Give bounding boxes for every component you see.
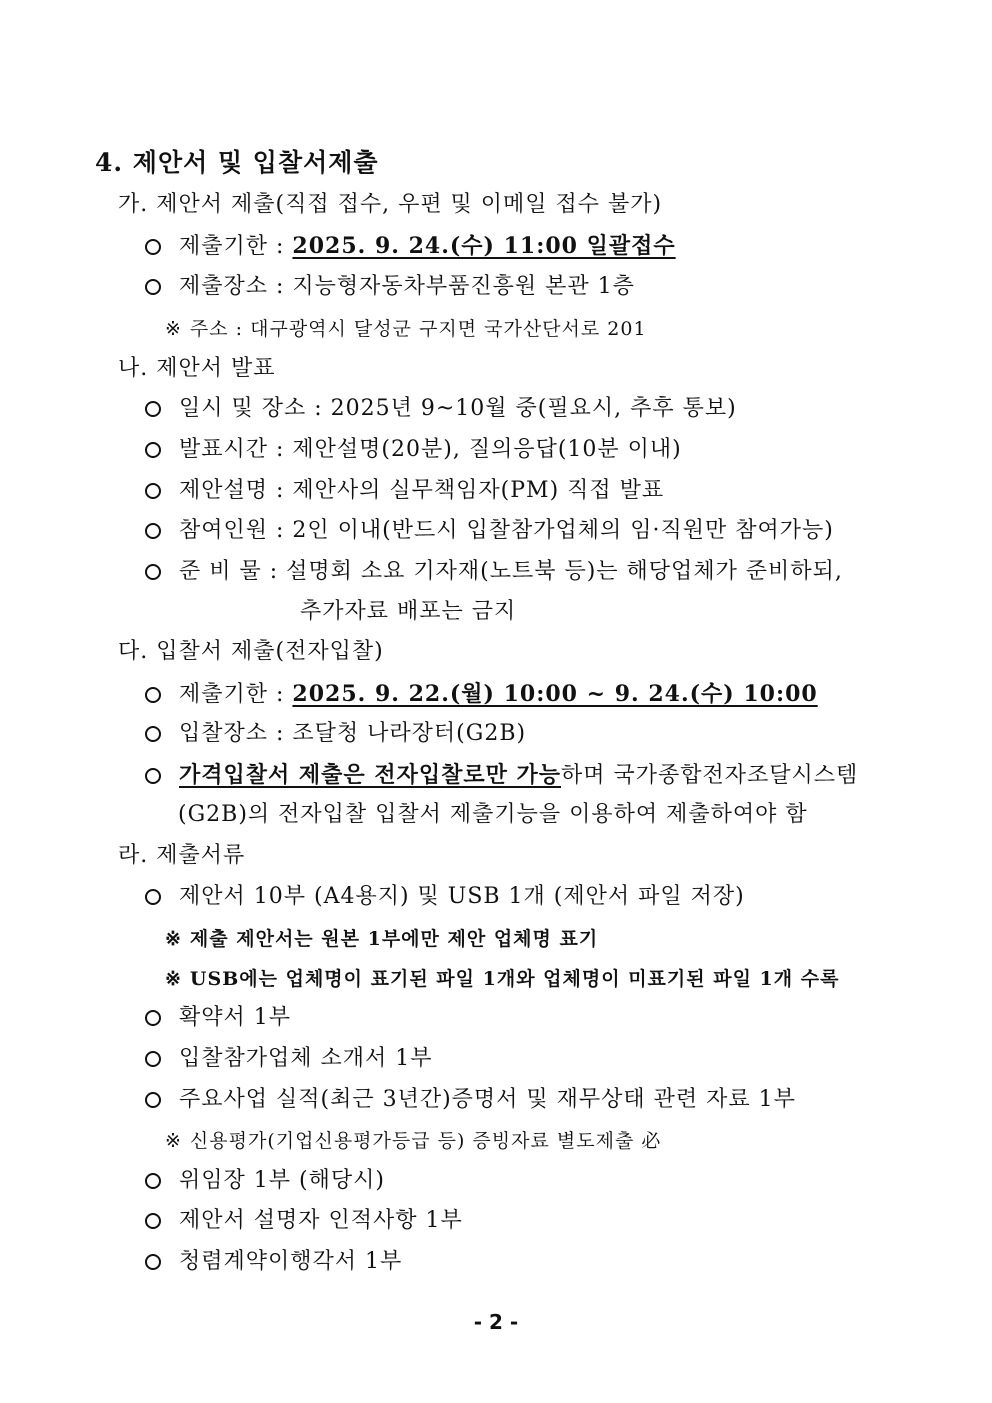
list-item: 제안서 설명자 인적사항 1부 bbox=[145, 1206, 463, 1236]
list-item: 제출기한 : 2025. 9. 22.(월) 10:00 ~ 9. 24.(수) 10:00 bbox=[145, 679, 818, 710]
note-item: ※ 주소 : 대구광역시 달성군 구지면 국가산단서로 201 bbox=[165, 318, 647, 340]
list-item: 청렴계약이행각서 1부 bbox=[145, 1247, 402, 1277]
subsection-heading-c: 다. 입찰서 제출(전자입찰) bbox=[118, 639, 384, 664]
emphasis-text: 가격입찰서 제출은 전자입찰로만 가능 bbox=[179, 762, 562, 788]
reference-mark-icon: ※ bbox=[165, 968, 182, 990]
bullet-circle-icon bbox=[145, 1213, 161, 1229]
bullet-circle-icon bbox=[145, 523, 161, 539]
reference-mark-icon: ※ bbox=[165, 318, 182, 340]
bullet-circle-icon bbox=[145, 768, 161, 784]
bullet-circle-icon bbox=[145, 239, 161, 255]
list-item: 위임장 1부 (해당시) bbox=[145, 1166, 385, 1196]
bullet-circle-icon bbox=[145, 1092, 161, 1108]
bullet-circle-icon bbox=[145, 401, 161, 417]
deadline-value: 2025. 9. 24.(수) 11:00 일괄접수 bbox=[292, 233, 676, 259]
bullet-circle-icon bbox=[145, 564, 161, 580]
bullet-circle-icon bbox=[145, 1173, 161, 1189]
bullet-circle-icon bbox=[145, 483, 161, 499]
note-item: ※ 신용평가(기업신용평가등급 등) 증빙자료 별도제출 必 bbox=[165, 1130, 662, 1152]
list-item: 제출기한 : 2025. 9. 24.(수) 11:00 일괄접수 bbox=[145, 231, 676, 262]
list-item: 준 비 물 : 설명회 소요 기자재(노트북 등)는 해당업체가 준비하되, bbox=[145, 557, 843, 587]
bullet-circle-icon bbox=[145, 726, 161, 742]
deadline-value: 2025. 9. 22.(월) 10:00 ~ 9. 24.(수) 10:00 bbox=[292, 681, 818, 707]
list-item: 제안서 10부 (A4용지) 및 USB 1개 (제안서 파일 저장) bbox=[145, 882, 745, 912]
note-item: ※ USB에는 업체명이 표기된 파일 1개와 업체명이 미표기된 파일 1개 수록 bbox=[165, 968, 840, 990]
bullet-circle-icon bbox=[145, 889, 161, 905]
subsection-heading-d: 라. 제출서류 bbox=[118, 843, 246, 868]
subsection-heading-a: 가. 제안서 제출(직접 접수, 우편 및 이메일 접수 불가) bbox=[118, 192, 663, 217]
list-item: 확약서 1부 bbox=[145, 1003, 291, 1033]
section-title: 4. 제안서 및 입찰서제출 bbox=[95, 148, 379, 177]
list-item: 제출장소 : 지능형자동차부품진흥원 본관 1층 bbox=[145, 272, 635, 302]
page-number: - 2 - bbox=[473, 1310, 519, 1334]
list-item: 입찰장소 : 조달청 나라장터(G2B) bbox=[145, 719, 526, 749]
list-item: 가격입찰서 제출은 전자입찰로만 가능하며 국가종합전자조달시스템 bbox=[145, 760, 858, 791]
list-item: 참여인원 : 2인 이내(반드시 입찰참가업체의 임·직원만 참여가능) bbox=[145, 516, 834, 546]
bullet-circle-icon bbox=[145, 1010, 161, 1026]
list-item: 발표시간 : 제안설명(20분), 질의응답(10분 이내) bbox=[145, 435, 682, 465]
subsection-heading-b: 나. 제안서 발표 bbox=[118, 356, 276, 381]
bullet-circle-icon bbox=[145, 279, 161, 295]
reference-mark-icon: ※ bbox=[165, 1130, 182, 1152]
bullet-circle-icon bbox=[145, 1254, 161, 1270]
list-item: 제안설명 : 제안사의 실무책임자(PM) 직접 발표 bbox=[145, 476, 664, 506]
list-item: 입찰참가업체 소개서 1부 bbox=[145, 1044, 433, 1074]
bullet-circle-icon bbox=[145, 687, 161, 703]
bullet-circle-icon bbox=[145, 442, 161, 458]
list-item-continuation: 추가자료 배포는 금지 bbox=[300, 599, 517, 624]
list-item-continuation: (G2B)의 전자입찰 입찰서 제출기능을 이용하여 제출하여야 함 bbox=[178, 802, 808, 827]
bullet-circle-icon bbox=[145, 1051, 161, 1067]
list-item: 일시 및 장소 : 2025년 9~10월 중(필요시, 추후 통보) bbox=[145, 394, 737, 424]
reference-mark-icon: ※ bbox=[165, 928, 182, 950]
list-item: 주요사업 실적(최근 3년간)증명서 및 재무상태 관련 자료 1부 bbox=[145, 1085, 796, 1115]
note-item: ※ 제출 제안서는 원본 1부에만 제안 업체명 표기 bbox=[165, 928, 599, 950]
